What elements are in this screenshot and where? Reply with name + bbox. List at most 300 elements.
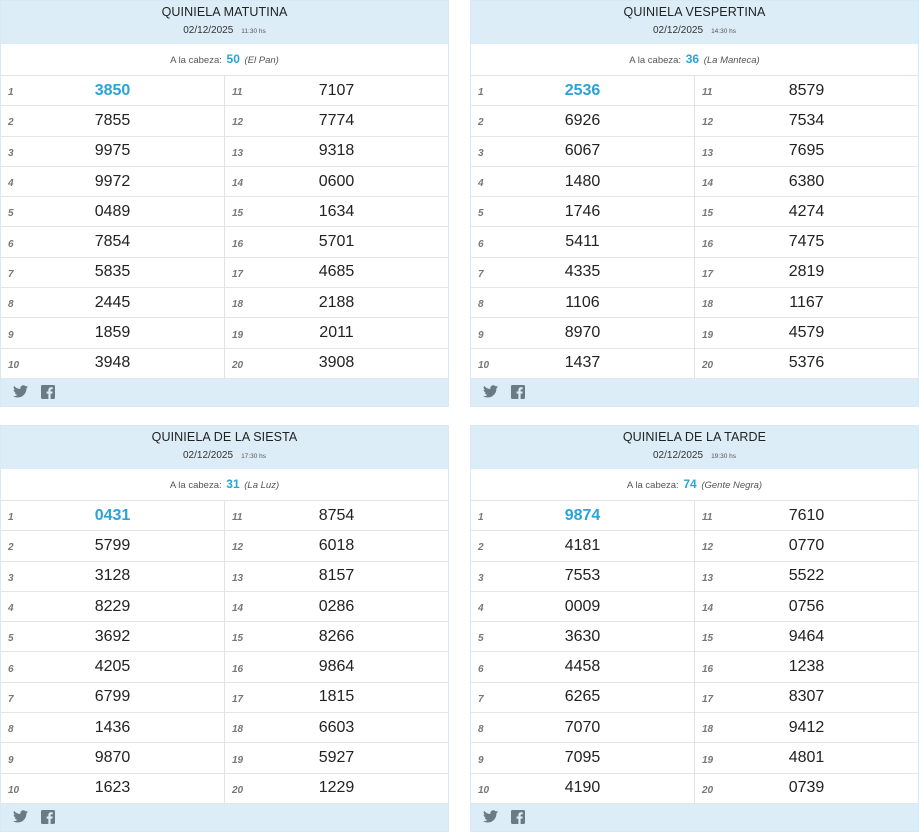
panel-header <box>471 1 918 44</box>
result-position: 11 <box>232 87 243 99</box>
result-row <box>695 258 918 288</box>
panel-siesta <box>0 425 449 832</box>
result-position: 11 <box>232 512 243 524</box>
result-number: 5411 <box>565 233 600 251</box>
result-row <box>1 197 224 227</box>
result-number: 3948 <box>94 354 131 372</box>
result-row <box>471 652 694 682</box>
draw-date-line <box>1 450 448 463</box>
result-row <box>225 227 448 257</box>
draw-date-line <box>1 25 448 38</box>
result-position: 7 <box>8 693 14 705</box>
result-number: 8970 <box>564 324 601 342</box>
result-number: 9864 <box>318 658 355 676</box>
result-position: 15 <box>232 633 244 645</box>
result-position: 1 <box>478 87 484 99</box>
result-number: 4274 <box>788 202 825 220</box>
result-number: 6926 <box>564 111 601 129</box>
draw-date: 02/12/2025 <box>183 450 234 461</box>
share-bar <box>1 379 448 406</box>
result-row <box>225 713 448 743</box>
result-position: 9 <box>8 329 14 341</box>
result-position: 14 <box>702 178 714 190</box>
twitter-icon[interactable] <box>13 385 27 399</box>
result-row <box>695 652 918 682</box>
result-row <box>225 167 448 197</box>
result-row <box>471 227 694 257</box>
result-row <box>695 622 918 652</box>
result-number: 6603 <box>318 718 355 736</box>
result-position: 8 <box>8 724 14 736</box>
result-row <box>695 531 918 561</box>
results-grid <box>471 76 918 379</box>
head-name: (El Pan) <box>244 55 279 66</box>
result-row <box>225 774 448 804</box>
result-number: 6265 <box>564 688 601 706</box>
head-name: (La Luz) <box>244 480 280 491</box>
result-position: 3 <box>8 572 14 584</box>
result-number: 8266 <box>318 627 355 645</box>
result-row <box>695 774 918 804</box>
results-grid <box>1 501 448 804</box>
result-number: 1436 <box>94 718 131 736</box>
result-position: 11 <box>702 512 713 524</box>
result-position: 18 <box>702 724 714 736</box>
draw-time: 11:30 hs <box>241 28 266 35</box>
draw-time: 19:30 hs <box>711 453 736 460</box>
result-number: 5835 <box>94 263 131 281</box>
result-number: 1229 <box>318 779 355 797</box>
result-row <box>471 349 694 379</box>
result-position: 3 <box>478 572 484 584</box>
result-number: 3692 <box>94 627 131 645</box>
result-number: 0770 <box>788 536 825 554</box>
result-number: 7695 <box>788 142 825 160</box>
result-number: 7475 <box>788 233 825 251</box>
result-position: 19 <box>702 754 714 766</box>
result-number: 8579 <box>788 81 825 99</box>
result-row <box>471 774 694 804</box>
result-position: 8 <box>8 299 14 311</box>
result-number: 7854 <box>94 233 131 251</box>
result-row <box>1 167 224 197</box>
result-number: 1437 <box>564 354 601 372</box>
draw-date: 02/12/2025 <box>653 25 704 36</box>
result-number: 9464 <box>788 627 825 645</box>
result-position: 17 <box>702 693 714 705</box>
result-row <box>225 197 448 227</box>
result-number: 4801 <box>788 749 825 767</box>
result-row <box>695 197 918 227</box>
first-prize-number: 9874 <box>564 506 601 524</box>
result-row <box>471 713 694 743</box>
result-position: 14 <box>232 178 244 190</box>
result-row <box>225 106 448 136</box>
result-position: 6 <box>8 663 14 675</box>
result-row <box>695 227 918 257</box>
panel-header <box>471 426 918 469</box>
result-position: 2 <box>478 542 484 554</box>
result-position: 18 <box>232 724 244 736</box>
result-position: 4 <box>478 603 484 615</box>
result-row <box>225 288 448 318</box>
head-number: 50 <box>226 52 240 66</box>
result-number: 1167 <box>789 293 824 311</box>
result-position: 5 <box>8 633 14 645</box>
result-row <box>1 683 224 713</box>
result-row <box>695 713 918 743</box>
result-number: 4685 <box>318 263 355 281</box>
results-column-right <box>225 76 448 379</box>
result-position: 11 <box>702 87 713 99</box>
result-position: 5 <box>8 208 14 220</box>
result-number: 5376 <box>788 354 825 372</box>
result-position: 20 <box>232 359 244 371</box>
result-number: 1480 <box>564 172 601 190</box>
results-column-left <box>471 501 695 804</box>
head-label: A la cabeza: <box>626 480 679 491</box>
result-position: 10 <box>478 784 490 796</box>
result-number: 4335 <box>564 263 601 281</box>
result-number: 0489 <box>94 202 131 220</box>
result-number: 5927 <box>318 749 355 767</box>
head-label: A la cabeza: <box>629 55 682 66</box>
result-position: 2 <box>8 117 14 129</box>
result-row <box>225 592 448 622</box>
result-position: 19 <box>232 329 244 341</box>
result-position: 15 <box>702 208 714 220</box>
share-bar <box>471 804 918 831</box>
result-position: 4 <box>8 178 14 190</box>
result-row <box>1 106 224 136</box>
twitter-icon[interactable] <box>13 810 27 824</box>
result-row <box>695 76 918 106</box>
result-row <box>471 288 694 318</box>
result-number: 3128 <box>94 567 131 585</box>
result-position: 18 <box>702 299 714 311</box>
result-number: 1238 <box>788 658 825 676</box>
draw-time: 14:30 hs <box>711 28 736 35</box>
result-row <box>225 318 448 348</box>
result-row <box>1 349 224 379</box>
head-number-line <box>1 469 448 501</box>
result-number: 6018 <box>318 536 355 554</box>
result-number: 2188 <box>318 293 355 311</box>
result-number: 9870 <box>94 749 131 767</box>
result-number: 2445 <box>94 293 131 311</box>
facebook-icon[interactable] <box>511 385 525 399</box>
result-row <box>695 683 918 713</box>
result-number: 9972 <box>94 172 131 190</box>
result-row <box>695 501 918 531</box>
draw-date-line <box>471 25 918 38</box>
first-prize-number: 2536 <box>564 81 601 99</box>
result-row <box>471 531 694 561</box>
result-row <box>695 167 918 197</box>
result-row <box>471 106 694 136</box>
result-position: 18 <box>232 299 244 311</box>
result-number: 4205 <box>94 658 131 676</box>
result-row <box>471 318 694 348</box>
result-position: 1 <box>478 512 484 524</box>
panel-title: QUINIELA DE LA SIESTA <box>151 430 298 444</box>
result-position: 9 <box>478 329 484 341</box>
panel-title: QUINIELA MATUTINA <box>161 5 288 19</box>
result-position: 12 <box>702 117 714 129</box>
result-position: 13 <box>232 147 244 159</box>
result-position: 6 <box>8 238 14 250</box>
first-prize-number: 0431 <box>94 506 131 524</box>
result-row <box>225 76 448 106</box>
twitter-icon[interactable] <box>483 810 497 824</box>
result-row <box>1 227 224 257</box>
result-row <box>1 562 224 592</box>
result-row <box>471 592 694 622</box>
result-row <box>471 76 694 106</box>
result-number: 2011 <box>319 324 354 342</box>
result-position: 17 <box>702 268 714 280</box>
result-position: 12 <box>232 542 244 554</box>
result-position: 8 <box>478 724 484 736</box>
results-column-left <box>1 501 225 804</box>
result-position: 10 <box>478 359 490 371</box>
result-number: 0739 <box>788 779 825 797</box>
results-column-left <box>1 76 225 379</box>
result-position: 14 <box>232 603 244 615</box>
result-position: 20 <box>702 359 714 371</box>
result-number: 5799 <box>94 536 131 554</box>
first-prize-number: 3850 <box>94 81 131 99</box>
result-row <box>1 137 224 167</box>
result-row <box>1 318 224 348</box>
head-name: (Gente Negra) <box>701 480 763 491</box>
result-position: 6 <box>478 663 484 675</box>
head-label: A la cabeza: <box>169 480 222 491</box>
result-position: 7 <box>478 693 484 705</box>
draw-date-line <box>471 450 918 463</box>
result-number: 5522 <box>788 567 825 585</box>
result-number: 0756 <box>788 597 825 615</box>
result-row <box>1 288 224 318</box>
result-position: 13 <box>232 572 244 584</box>
results-column-left <box>471 76 695 379</box>
result-row <box>225 349 448 379</box>
panel-matutina <box>0 0 449 407</box>
result-position: 10 <box>8 784 20 796</box>
head-number: 74 <box>683 477 697 491</box>
result-number: 7553 <box>564 567 601 585</box>
head-number: 36 <box>685 52 700 66</box>
result-row <box>1 743 224 773</box>
result-number: 8754 <box>318 506 355 524</box>
result-number: 7534 <box>788 111 825 129</box>
result-number: 7070 <box>564 718 601 736</box>
result-position: 14 <box>702 603 714 615</box>
panel-header <box>1 1 448 44</box>
result-row <box>225 501 448 531</box>
result-position: 19 <box>702 329 714 341</box>
panel-tarde <box>470 425 919 832</box>
panel-title: QUINIELA DE LA TARDE <box>622 430 767 444</box>
result-position: 2 <box>478 117 484 129</box>
result-row <box>471 137 694 167</box>
results-column-right <box>225 501 448 804</box>
result-row <box>695 288 918 318</box>
facebook-icon[interactable] <box>511 810 525 824</box>
result-row <box>471 167 694 197</box>
share-bar <box>471 379 918 406</box>
panel-header <box>1 426 448 469</box>
result-row <box>471 197 694 227</box>
result-position: 16 <box>232 238 244 250</box>
result-position: 10 <box>8 359 20 371</box>
result-position: 4 <box>478 178 484 190</box>
result-row <box>471 562 694 592</box>
result-number: 1859 <box>94 324 131 342</box>
head-number-line <box>471 44 918 76</box>
result-position: 17 <box>232 693 244 705</box>
result-row <box>1 501 224 531</box>
result-row <box>225 562 448 592</box>
draw-time: 17:30 hs <box>241 453 266 460</box>
result-row <box>695 592 918 622</box>
result-number: 4458 <box>564 658 601 676</box>
share-bar <box>1 804 448 831</box>
result-number: 3908 <box>318 354 355 372</box>
result-row <box>471 622 694 652</box>
result-row <box>1 592 224 622</box>
result-row <box>1 652 224 682</box>
result-number: 6067 <box>564 142 601 160</box>
panel-title: QUINIELA VESPERTINA <box>623 5 766 19</box>
result-row <box>225 622 448 652</box>
result-number: 3630 <box>564 627 601 645</box>
result-number: 0600 <box>318 172 355 190</box>
result-number: 2819 <box>788 263 825 281</box>
result-number: 8307 <box>788 688 825 706</box>
result-row <box>471 743 694 773</box>
result-number: 1634 <box>318 202 355 220</box>
result-position: 13 <box>702 147 714 159</box>
result-row <box>471 683 694 713</box>
result-number: 7774 <box>318 111 355 129</box>
results-grid <box>471 501 918 804</box>
result-number: 9412 <box>788 718 825 736</box>
facebook-icon[interactable] <box>41 810 55 824</box>
result-position: 6 <box>478 238 484 250</box>
head-number-line <box>1 44 448 76</box>
result-number: 1106 <box>565 293 600 311</box>
result-number: 4181 <box>564 536 601 554</box>
result-position: 3 <box>478 147 484 159</box>
result-number: 8229 <box>94 597 131 615</box>
result-position: 19 <box>232 754 244 766</box>
head-number: 31 <box>226 477 240 491</box>
head-name: (La Manteca) <box>703 55 760 66</box>
result-row <box>695 562 918 592</box>
result-position: 16 <box>702 663 714 675</box>
results-column-right <box>695 76 918 379</box>
result-position: 5 <box>478 633 484 645</box>
result-position: 17 <box>232 268 244 280</box>
result-number: 9975 <box>94 142 131 160</box>
result-row <box>695 106 918 136</box>
result-position: 20 <box>232 784 244 796</box>
result-row <box>1 713 224 743</box>
result-position: 12 <box>702 542 714 554</box>
results-column-right <box>695 501 918 804</box>
result-row <box>1 531 224 561</box>
result-position: 1 <box>8 87 14 99</box>
result-position: 2 <box>8 542 14 554</box>
result-row <box>1 622 224 652</box>
result-position: 15 <box>232 208 244 220</box>
result-position: 16 <box>702 238 714 250</box>
result-row <box>1 258 224 288</box>
results-grid <box>1 76 448 379</box>
result-position: 13 <box>702 572 714 584</box>
result-position: 9 <box>478 754 484 766</box>
head-label: A la cabeza: <box>170 55 222 66</box>
result-row <box>225 531 448 561</box>
result-number: 6380 <box>788 172 825 190</box>
head-number-line <box>471 469 918 501</box>
facebook-icon[interactable] <box>41 385 55 399</box>
result-row <box>471 258 694 288</box>
result-row <box>225 743 448 773</box>
result-position: 5 <box>478 208 484 220</box>
result-position: 20 <box>702 784 714 796</box>
result-number: 1623 <box>94 779 131 797</box>
result-number: 6799 <box>94 688 131 706</box>
result-row <box>1 774 224 804</box>
draw-date: 02/12/2025 <box>183 25 234 36</box>
result-row <box>695 743 918 773</box>
result-number: 0286 <box>318 597 355 615</box>
twitter-icon[interactable] <box>483 385 497 399</box>
result-number: 7107 <box>318 81 355 99</box>
panel-vespertina <box>470 0 919 407</box>
result-number: 4190 <box>564 779 601 797</box>
result-number: 7095 <box>564 749 601 767</box>
result-row <box>695 318 918 348</box>
result-row <box>471 501 694 531</box>
result-position: 9 <box>8 754 14 766</box>
result-position: 12 <box>232 117 244 129</box>
result-row <box>225 137 448 167</box>
result-position: 8 <box>478 299 484 311</box>
result-number: 8157 <box>318 567 355 585</box>
result-number: 1815 <box>318 688 355 706</box>
result-position: 4 <box>8 603 14 615</box>
result-row <box>1 76 224 106</box>
result-position: 1 <box>8 512 14 524</box>
result-number: 9318 <box>318 142 355 160</box>
result-number: 7610 <box>788 506 825 524</box>
result-position: 3 <box>8 147 14 159</box>
draw-date: 02/12/2025 <box>653 450 704 461</box>
result-number: 0009 <box>564 597 601 615</box>
result-row <box>225 683 448 713</box>
result-position: 16 <box>232 663 244 675</box>
result-number: 4579 <box>788 324 825 342</box>
result-position: 7 <box>478 268 484 280</box>
result-row <box>225 652 448 682</box>
result-row <box>695 349 918 379</box>
result-position: 15 <box>702 633 714 645</box>
result-row <box>225 258 448 288</box>
result-number: 7855 <box>94 111 131 129</box>
